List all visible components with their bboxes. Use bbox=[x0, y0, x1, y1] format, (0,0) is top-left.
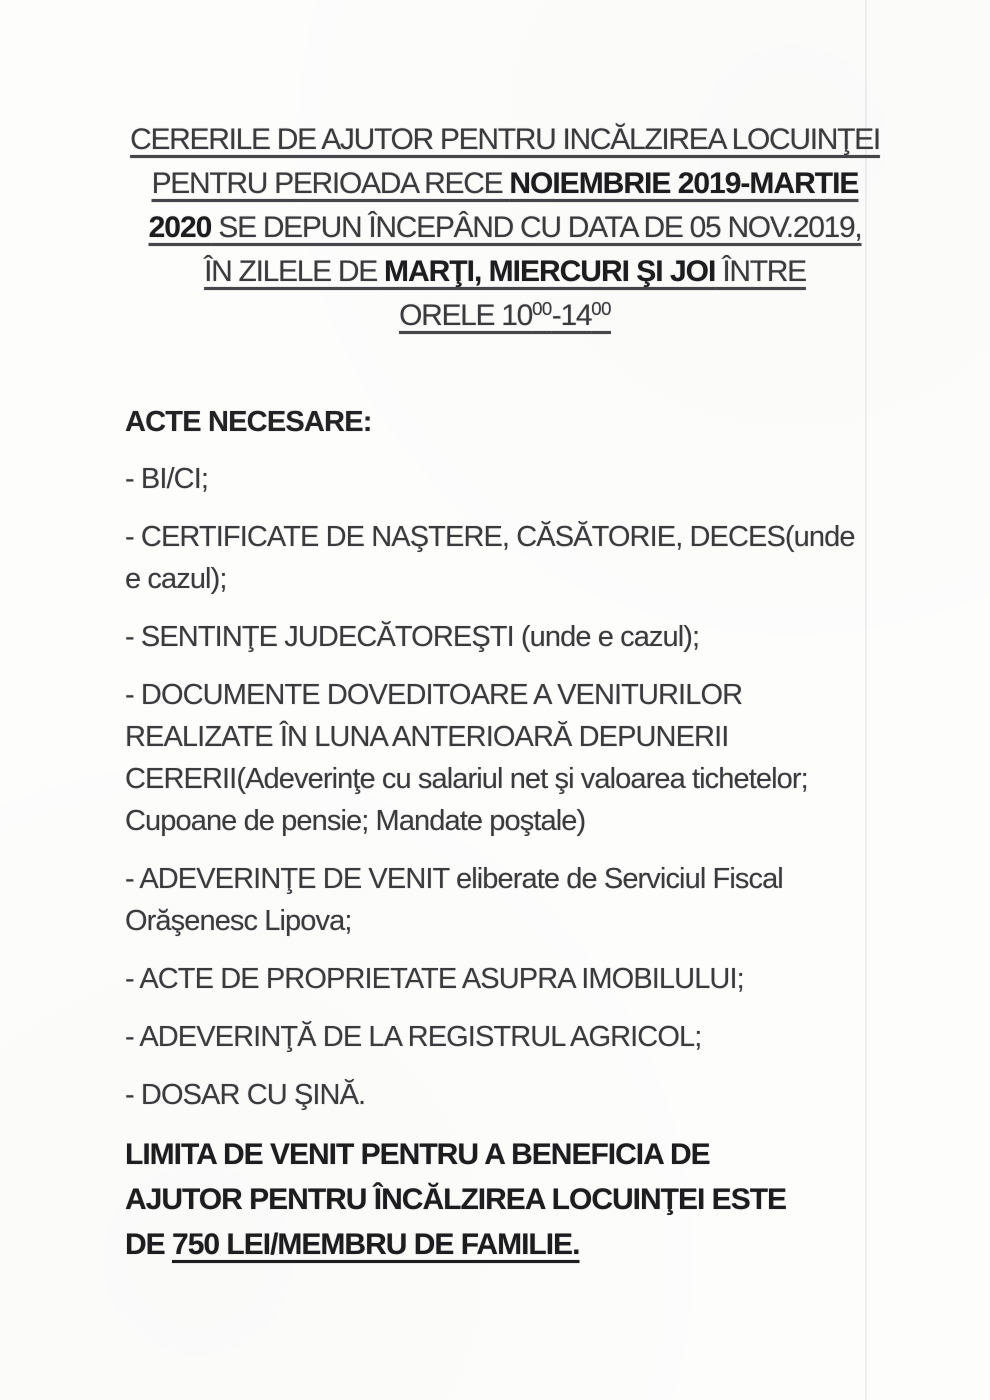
header-line-3 bbox=[125, 206, 885, 250]
income-limit-amount: 750 LEI/MEMBRU DE FAMILIE. bbox=[172, 1228, 580, 1261]
income-limit-line-3 bbox=[125, 1222, 885, 1267]
list-item-line: - CERTIFICATE DE NAŞTERE, CĂSĂTORIE, DECES(unde bbox=[125, 521, 855, 553]
list-item-line: - BI/CI; bbox=[125, 463, 209, 495]
list-item-sentinte bbox=[125, 616, 885, 658]
income-limit-paragraph bbox=[125, 1132, 885, 1267]
income-limit-line-2: AJUTOR PENTRU ÎNCĂLZIREA LOCUINŢEI ESTE bbox=[125, 1183, 787, 1216]
notice-content bbox=[125, 118, 885, 1267]
header-line-3-regular: SE DEPUN ÎNCEPÂND CU DATA DE 05 NOV.2019, bbox=[211, 211, 862, 244]
header-line-3-bold: 2020 bbox=[148, 211, 212, 244]
header-hours-sup-1: 00 bbox=[532, 297, 552, 319]
list-item-line: CERERII(Adeverinţe cu salariul net şi valoarea tichetelor; bbox=[125, 763, 808, 795]
list-item-bi-ci bbox=[125, 458, 885, 500]
header-line-1-text: CERERILE DE AJUTOR PENTRU INCĂLZIREA LOCUINŢEI bbox=[130, 123, 880, 156]
list-item-certificate bbox=[125, 516, 885, 600]
list-item-line: - ADEVERINŢĂ DE LA REGISTRUL AGRICOL; bbox=[125, 1021, 702, 1053]
header-line-4-pre: ÎN ZILELE DE bbox=[204, 255, 384, 288]
list-item-line: e cazul); bbox=[125, 563, 227, 595]
header-line-2 bbox=[125, 162, 885, 206]
header-line-2-regular: PENTRU PERIOADA RECE bbox=[151, 167, 510, 200]
list-item-documente-venituri bbox=[125, 674, 885, 842]
header-line-1 bbox=[125, 118, 885, 162]
list-item-line: Cupoane de pensie; Mandate poştale) bbox=[125, 805, 586, 837]
header-hours-sup-2: 00 bbox=[591, 297, 611, 319]
list-item-line: - DOSAR CU ŞINĂ. bbox=[125, 1079, 366, 1111]
list-item-dosar bbox=[125, 1074, 885, 1116]
header-line-2-bold: NOIEMBRIE 2019-MARTIE bbox=[509, 167, 859, 200]
required-documents-list bbox=[125, 458, 885, 1116]
list-item-adeverinte-venit bbox=[125, 858, 885, 942]
header-line-4-bold: MARŢI, MIERCURI ŞI JOI bbox=[383, 255, 716, 288]
header-hours-pre: ORELE 10 bbox=[399, 299, 533, 332]
list-item-acte-proprietate bbox=[125, 958, 885, 1000]
list-item-line: - DOCUMENTE DOVEDITOARE A VENITURILOR bbox=[125, 679, 743, 711]
income-limit-line-3-pre: DE bbox=[125, 1228, 173, 1261]
section-title-acte-necesare: ACTE NECESARE: bbox=[125, 406, 372, 438]
list-item-line: - ADEVERINŢE DE VENIT eliberate de Serviciul Fiscal bbox=[125, 863, 783, 895]
list-item-registrul-agricol bbox=[125, 1016, 885, 1058]
list-item-line: Orăşenesc Lipova; bbox=[125, 905, 352, 937]
header-line-5 bbox=[125, 294, 885, 341]
income-limit-line-1: LIMITA DE VENIT PENTRU A BENEFICIA DE bbox=[125, 1138, 710, 1171]
notice-header bbox=[125, 118, 885, 341]
list-item-line: - ACTE DE PROPRIETATE ASUPRA IMOBILULUI; bbox=[125, 963, 744, 995]
header-hours-mid: -14 bbox=[551, 299, 592, 332]
list-item-line: REALIZATE ÎN LUNA ANTERIOARĂ DEPUNERII bbox=[125, 721, 729, 753]
header-line-4-post: ÎNTRE bbox=[715, 255, 806, 288]
header-line-4 bbox=[125, 250, 885, 294]
list-item-line: - SENTINŢE JUDECĂTOREŞTI (unde e cazul); bbox=[125, 621, 700, 653]
